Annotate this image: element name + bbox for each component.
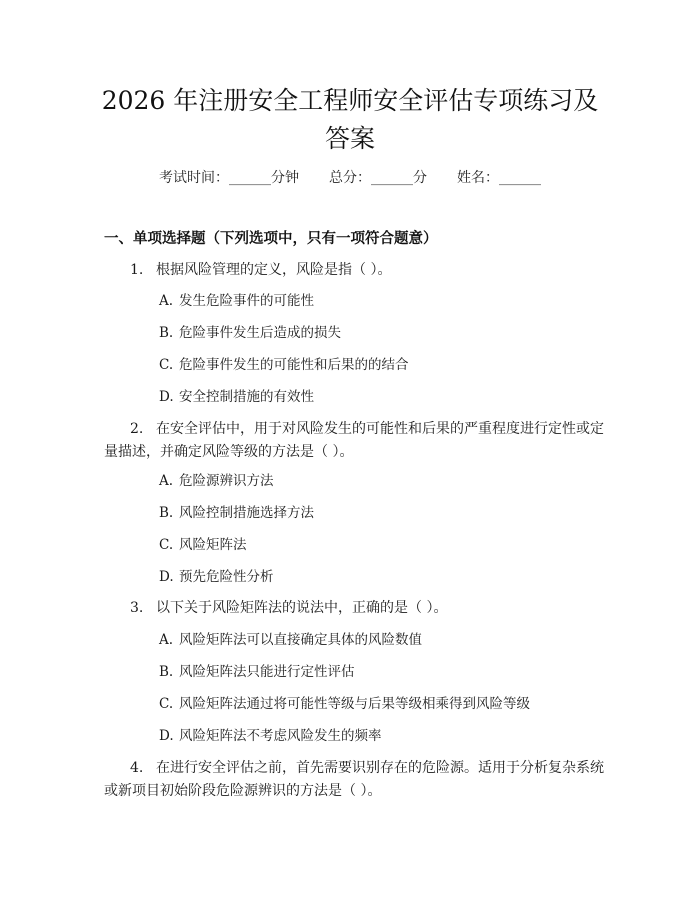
option-text: 危险事件发生后造成的损失 xyxy=(179,325,341,341)
question-stem: 在安全评估中，用于对风险发生的可能性和后果的严重程度进行定性或定 xyxy=(156,421,604,437)
document-title-line-2: 答案 xyxy=(324,124,375,153)
option-1a xyxy=(159,291,619,311)
question-number: 2. xyxy=(130,421,144,437)
exam-time-field: 考试时间：______分钟 xyxy=(159,170,299,186)
question-2 xyxy=(104,418,604,464)
option-text: 风险矩阵法 xyxy=(179,537,247,553)
option-letter: C. xyxy=(159,357,174,373)
option-letter: C. xyxy=(159,537,174,553)
option-text: 安全控制措施的有效性 xyxy=(179,389,314,405)
exam-name-field: 姓名：______ xyxy=(457,170,541,186)
question-stem-continued: 量描述，并确定风险等级的方法是（ ）。 xyxy=(104,444,354,460)
option-3a xyxy=(159,630,619,650)
option-1b xyxy=(159,323,619,343)
option-letter: A. xyxy=(159,473,174,489)
question-4 xyxy=(104,757,604,803)
document-title-line-1: 2026 年注册安全工程师安全评估专项练习及 xyxy=(101,86,599,115)
option-text: 风险矩阵法可以直接确定具体的风险数值 xyxy=(179,632,422,648)
question-stem: 在进行安全评估之前，首先需要识别存在的危险源。适用于分析复杂系统 xyxy=(156,760,604,776)
section-heading: 一、单项选择题（下列选项中，只有一项符合题意） xyxy=(104,230,438,247)
option-text: 预先危险性分析 xyxy=(179,569,274,585)
exam-score-field: 总分：______分 xyxy=(329,170,427,186)
option-letter: D. xyxy=(159,569,174,585)
option-text: 危险事件发生的可能性和后果的的结合 xyxy=(179,357,409,373)
question-stem: 根据风险管理的定义，风险是指（ ）。 xyxy=(156,262,392,278)
question-1 xyxy=(104,259,604,282)
question-number: 1. xyxy=(130,262,144,278)
option-text: 风险矩阵法只能进行定性评估 xyxy=(179,664,355,680)
option-letter: A. xyxy=(159,293,174,309)
option-text: 风险矩阵法不考虑风险发生的频率 xyxy=(179,728,382,744)
option-2a xyxy=(159,471,619,491)
option-letter: C. xyxy=(159,696,174,712)
option-letter: B. xyxy=(159,325,174,341)
question-number: 3. xyxy=(130,600,144,616)
option-text: 危险源辨识方法 xyxy=(179,473,274,489)
option-letter: B. xyxy=(159,505,174,521)
option-3d xyxy=(159,726,619,746)
option-text: 发生危险事件的可能性 xyxy=(179,293,314,309)
option-letter: D. xyxy=(159,728,174,744)
option-text: 风险矩阵法通过将可能性等级与后果等级相乘得到风险等级 xyxy=(179,696,530,712)
option-letter: A. xyxy=(159,632,174,648)
exam-info-row xyxy=(0,168,700,188)
question-stem-continued: 或新项目初始阶段危险源辨识的方法是（ ）。 xyxy=(104,783,382,799)
option-2d xyxy=(159,567,619,587)
option-3c xyxy=(159,694,619,714)
option-3b xyxy=(159,662,619,682)
question-3 xyxy=(104,597,604,620)
question-number: 4. xyxy=(130,760,144,776)
option-1d xyxy=(159,387,619,407)
option-1c xyxy=(159,355,619,375)
option-letter: B. xyxy=(159,664,174,680)
option-2b xyxy=(159,503,619,523)
option-text: 风险控制措施选择方法 xyxy=(179,505,314,521)
option-2c xyxy=(159,535,619,555)
question-stem: 以下关于风险矩阵法的说法中，正确的是（ ）。 xyxy=(156,600,448,616)
option-letter: D. xyxy=(159,389,174,405)
